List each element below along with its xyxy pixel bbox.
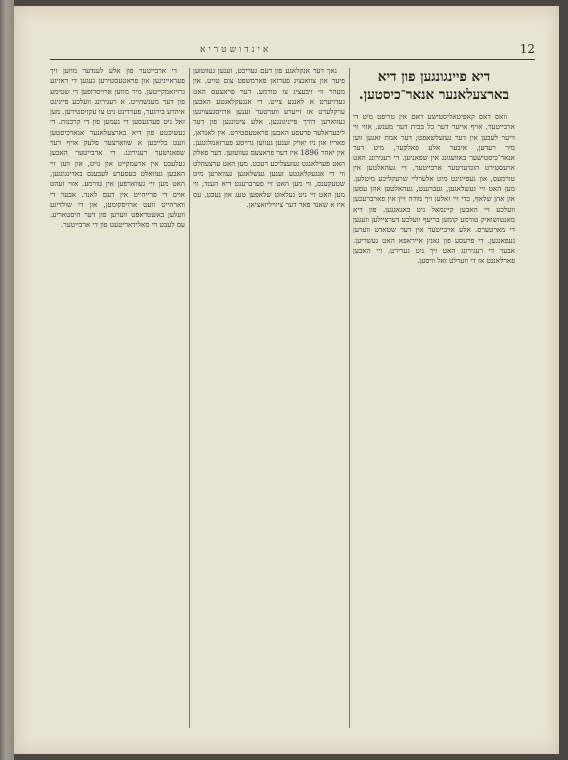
text-column-middle [193,66,345,730]
text-column-right [353,66,515,730]
book-binding [0,0,14,760]
page-header [50,26,535,60]
column-separator [349,68,350,728]
document-page [14,6,559,754]
body-paragraph: די ארבייטער פון אלע לענדער מוזען זיך פעראייניגען און פראטעסטירען געגען די דאזיגע גרויזאמקייטען. מיר מוזען ארויסרופען די שטימע פון דער מענשהייט. א רעגירונג וועלכע פייניגט איהרע בירגער, פערדינט ניט צו עקזיסטירען. מען זאל ניט פערגעסען די נעמען פון די קרבנות. די געשיכטע פון דיא בארצעלאנער אנארכיסטען וועט בלייבען א שוואַרצער פלעק אויף דער שפאנישער רעגירונג. די ארבייטער האבען געלעבט אין ארעמקייט און נויט, און ווען זיי האבען געוואלט בעסערע לעבענס באדינגונגען, האט מען זיי געווארפען אין טורמע. אזוי זעהט אויס די פרייהייט אין דעם לאנד. אבער די ווארהייט וועט ארויסקומען, און די שולדיגע וועלען באשטראפט ווערען פון דער היסטאריע. עס לעבט די סאלידאריטעט פון די ארבייטער. [50,66,185,230]
running-head: אינדושטריא [200,45,272,55]
body-paragraph: נאך דער אנקלאגע פון דעם געריכט, זענען געוועזען פיער און צוואנציג פערזאן פארמשפט צום טויט, און מעהר ווי זיבעציג צו טורמע. דער פראצעס האט געדויערט א לאנגע צייט. די אנגעקלאגטע האבען ערקלערט אז זייערע ווערטער זענען ארויסגעצויגען געווארען דורך פייניגונגען. אלע ציטונגען פון דער ליבעראלער פרעסע האבען פראטעסטירט. אין לאנדאן, פאריז און ניו יארק זענען געווען גרויסע פערזאמלונגען. אין יאהר 1896 איז דער פראצעס געוועזען. דער פאלק האט פערלאנגט געזעצליכע רעכט. מען האט ערצעהלט ווי די אנגעקלאגטע זענען געשלאגען געווארען מיט שטעקענס, ווי מען האט זיי פערברענט דיא הענד, ווי מען האט זיי ניט געלאזט שלאפען טעג און נעכט. עס איז א שאנד פאר דער ציוויליזאציאן. [193,66,345,209]
body-paragraph: וואס דאס קאפיטאליסטישע ראם אין טריפט מיט די ארבייטער, אויף אייער דער כל בבית דער מענש, אזוי ווי זייער לעבען אין דער געזעלשאפט; דער אמת זאגען ווען מיר רעדען, איבער אלע פאלקער, מיט דער אנאר־כיסטישער באוועגונג אין שפאניען. די רעגירונג האט ארעסטירט הונדערטער ארבייטער, זיי געהאלטען אין טורמעס, און געפייניגט מיט אלערליי שרעקליכע מיטלען. מען האט זיי געשלאגען, געברענט, געהאלטען אהן עסען און אהן שלאף, כדי זיי זאלען זיך מודה זיין אין פארברעכען וועלכע זיי האבען קיינמאל ניט באגאנגען. פון דיא מאנטזשואיק טורמע קומען בריעף וועלכע דערציילען וועגען די מארטערס. אלע ארבייטער אין דער שטאדט ווערען געפאנגען. די פרעסע פון גאנץ אייראפא האט געשריען. אבער די רעגירונג האט זיך ניט גערירט. זיי האבען פארלאנגט אז די ווערלט זאל וויסען. [353,112,515,266]
header-rule [50,59,535,60]
article-title: דיא פיינגונגען פון דיא בארצעלאנער אנאר־כיסטען. [358,69,510,103]
column-separator [189,68,190,728]
page-number: 12 [519,42,535,56]
text-column-left [50,66,185,730]
